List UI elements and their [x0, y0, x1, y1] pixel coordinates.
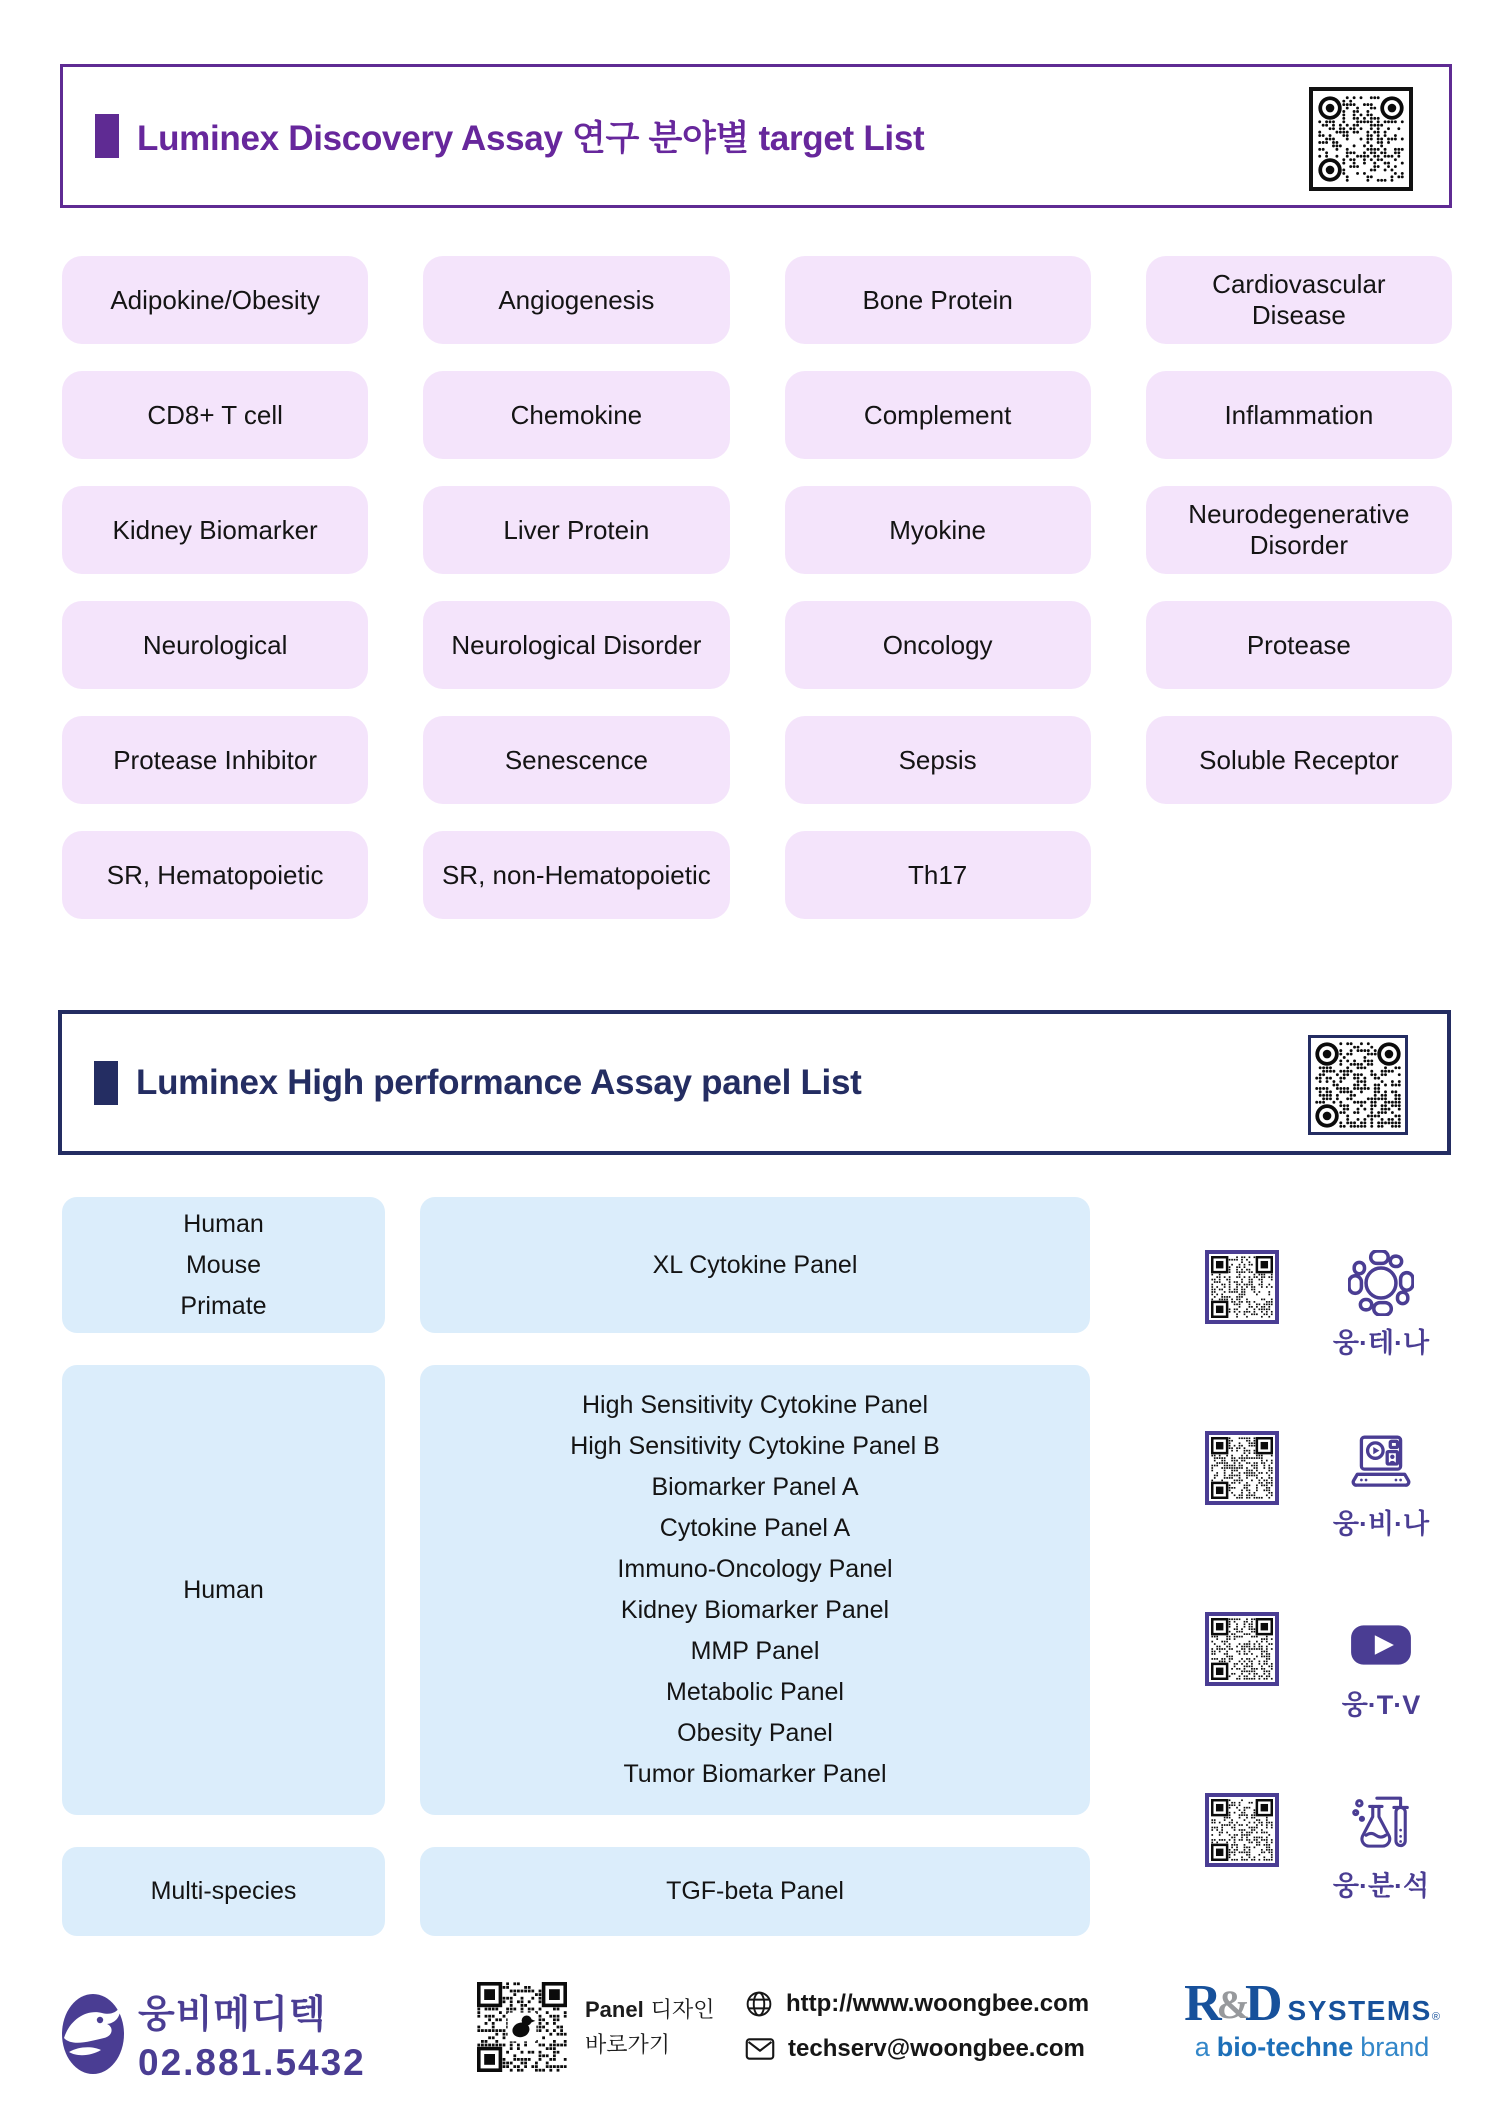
company-phone: 02.881.5432 [138, 2042, 366, 2083]
species-name: Mouse [185, 1250, 262, 1279]
target-pill: Neurodegenerative Disorder [1146, 486, 1452, 574]
panel-item: Obesity Panel [677, 1719, 833, 1747]
panel-table [62, 1197, 1090, 1936]
section1-qr [1309, 87, 1413, 191]
laptop-video-icon [1348, 1431, 1414, 1497]
target-pill: Neurological Disorder [423, 601, 729, 689]
contact-block [745, 1990, 1089, 2080]
youtube-play-icon [1348, 1612, 1414, 1678]
rd-systems-logo [1178, 1975, 1446, 2063]
target-grid [62, 256, 1452, 919]
species-box [62, 1365, 385, 1815]
panel-design-link-block [477, 1982, 714, 2072]
panel-item: MMP Panel [690, 1637, 820, 1665]
qr-code [1211, 1799, 1273, 1861]
section1-title: Luminex Discovery Assay 연구 분야별 target List [137, 119, 925, 158]
panel-design-bold: Panel [585, 1997, 644, 2022]
globe-icon [745, 1990, 773, 2018]
section2-header [58, 1010, 1451, 1155]
qr-link-label: 웅·비·나 [1332, 1509, 1430, 1539]
company-logo-block [62, 1983, 366, 2084]
panel-item: Kidney Biomarker Panel [620, 1596, 890, 1624]
email-text: techserv@woongbee.com [788, 2035, 1085, 2062]
rd-letter-d: D [1244, 1975, 1283, 2032]
qr-code-frame [1205, 1250, 1279, 1324]
panel-item: XL Cytokine Panel [652, 1250, 858, 1279]
target-pill: Protease [1146, 601, 1452, 689]
qr-code [1315, 1042, 1401, 1128]
title-bullet [94, 1061, 118, 1105]
target-pill: Inflammation [1146, 371, 1452, 459]
qr-code [477, 1982, 567, 2072]
biotechne-tagline [1178, 2032, 1446, 2063]
target-pill: Sepsis [785, 716, 1091, 804]
panel-box [420, 1197, 1090, 1333]
qr-code [1211, 1618, 1273, 1680]
target-pill: Soluble Receptor [1146, 716, 1452, 804]
rd-systems-text: SYSTEMS [1287, 1995, 1432, 2026]
panel-box [420, 1365, 1090, 1815]
target-pill: Oncology [785, 601, 1091, 689]
species-name: Primate [180, 1291, 267, 1320]
qr-link-label: 웅·테·나 [1332, 1328, 1430, 1358]
target-pill: CD8+ T cell [62, 371, 368, 459]
panel-item: Immuno-Oncology Panel [617, 1555, 893, 1583]
panel-design-qr [477, 1982, 567, 2072]
target-pill: Adipokine/Obesity [62, 256, 368, 344]
website-text: http://www.woongbee.com [786, 1990, 1090, 2017]
tagline-a: a [1194, 2032, 1210, 2062]
panel-item: Biomarker Panel A [651, 1473, 859, 1501]
qr-link-label: 웅·분·석 [1332, 1871, 1430, 1901]
panel-item: Tumor Biomarker Panel [623, 1760, 887, 1788]
company-name: 웅비메디텍 [138, 1994, 327, 2036]
panel-item: High Sensitivity Cytokine Panel B [570, 1432, 940, 1460]
target-pill: Myokine [785, 486, 1091, 574]
qr-code [1211, 1437, 1273, 1499]
qr-link-block [1205, 1250, 1460, 1431]
panel-design-line2: 바로가기 [585, 2032, 671, 2057]
section1-header [60, 64, 1452, 208]
panel-item: TGF-beta Panel [666, 1877, 844, 1905]
qr-code-frame [1205, 1431, 1279, 1505]
species-box [62, 1197, 385, 1333]
qr-link-block [1205, 1431, 1460, 1612]
eagle-logo [62, 1994, 124, 2074]
hands-icon [1348, 1250, 1414, 1316]
target-pill: Senescence [423, 716, 729, 804]
qr-link-block [1205, 1612, 1460, 1793]
target-pill: SR, non-Hematopoietic [423, 831, 729, 919]
qr-link-block [1205, 1793, 1460, 1974]
target-pill: Chemokine [423, 371, 729, 459]
target-pill: Th17 [785, 831, 1091, 919]
panel-design-label [585, 1992, 714, 2062]
title-bullet [95, 114, 119, 158]
qr-code [1318, 96, 1404, 182]
target-pill: Complement [785, 371, 1091, 459]
lab-analysis-icon [1348, 1793, 1414, 1859]
species-name: Human [183, 1575, 264, 1604]
target-pill: SR, Hematopoietic [62, 831, 368, 919]
tagline-brand: brand [1360, 2032, 1430, 2062]
target-pill: Kidney Biomarker [62, 486, 368, 574]
section2-title: Luminex High performance Assay panel List [136, 1062, 862, 1102]
website-row [745, 1990, 1089, 2018]
species-name: Human [183, 1209, 264, 1238]
species-box [62, 1847, 385, 1936]
target-pill: Liver Protein [423, 486, 729, 574]
envelope-icon [745, 2037, 775, 2061]
registered-mark: ® [1431, 2011, 1440, 2023]
panel-item: High Sensitivity Cytokine Panel [582, 1391, 928, 1419]
target-pill: Cardiovascular Disease [1146, 256, 1452, 344]
qr-link-rail [1205, 1250, 1460, 1974]
rd-ampersand: & [1216, 1982, 1250, 2027]
rd-letter-r: R [1184, 1975, 1222, 2032]
panel-item: Metabolic Panel [666, 1678, 844, 1706]
qr-code [1211, 1256, 1273, 1318]
target-pill: Protease Inhibitor [62, 716, 368, 804]
qr-link-label: 웅·T·V [1341, 1690, 1421, 1720]
target-pill: Angiogenesis [423, 256, 729, 344]
panel-design-rest: 디자인 [650, 1997, 715, 2022]
panel-box [420, 1847, 1090, 1936]
email-row [745, 2035, 1089, 2063]
section2-qr [1308, 1035, 1408, 1135]
target-pill: Bone Protein [785, 256, 1091, 344]
target-pill: Neurological [62, 601, 368, 689]
panel-item: Cytokine Panel A [659, 1514, 851, 1542]
qr-code-frame [1205, 1612, 1279, 1686]
species-name: Multi-species [150, 1877, 297, 1905]
tagline-biotechne: bio-techne [1216, 2032, 1354, 2062]
qr-code-frame [1205, 1793, 1279, 1867]
